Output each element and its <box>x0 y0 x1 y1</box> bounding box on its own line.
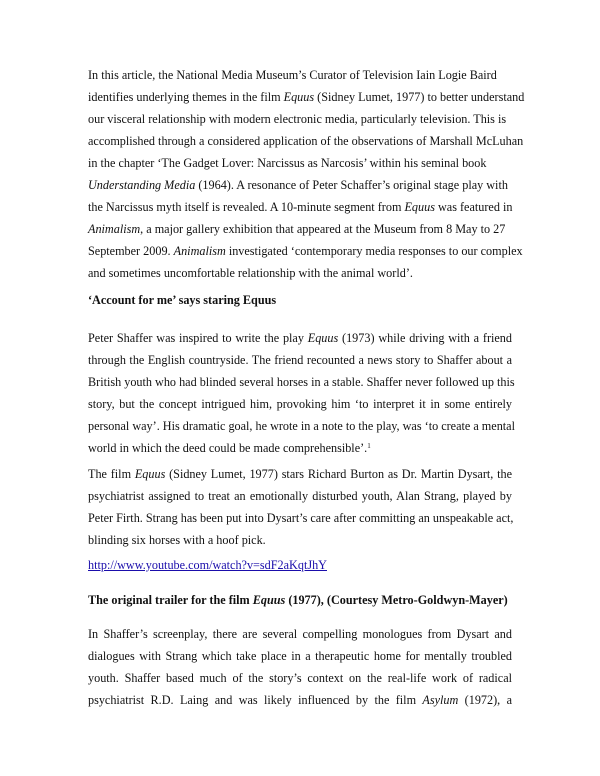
text-line: Understanding Media (1964). A resonance of Peter Schaffer’s original stage play with <box>88 178 508 192</box>
footnote-marker[interactable]: 1 <box>367 442 371 450</box>
intro-paragraph <box>88 64 525 284</box>
text-line: world in which the deed could be made comprehensible’.$^1$ <box>88 441 371 455</box>
body-paragraph <box>88 327 515 459</box>
text-line: accomplished through a considered application of the observations of Marshall McLuhan <box>88 134 524 148</box>
text-line: our visceral relationship with modern electronic media, particularly television. This is <box>88 112 507 126</box>
text-line: psychiatrist assigned to treat an emotionally disturbed youth, Alan Strang, played by <box>88 489 512 503</box>
text-line: Animalism, a major gallery exhibition that appeared at the Museum from 8 May to 27 <box>88 222 506 236</box>
text-line: in the chapter ‘The Gadget Lover: Narcissus as Narcosis’ within his seminal book <box>88 156 487 170</box>
text-line: youth. Shaffer based much of the story’s context on the real-life work of radical <box>88 671 512 685</box>
text-line: through the English countryside. The friend recounted a news story to Shaffer about a <box>88 353 512 367</box>
text-line: the Narcissus myth itself is revealed. A 10-minute segment from Equus was featured in <box>88 200 513 214</box>
text-line: dialogues with Strang which take place in a therapeutic home for mentally troubled <box>88 649 512 663</box>
body-paragraph <box>88 623 512 711</box>
text-line: In Shaffer’s screenplay, there are several compelling monologues from Dysart and <box>88 627 512 641</box>
text-line: identifies underlying themes in the film Equus (Sidney Lumet, 1977) to better understand <box>88 90 525 104</box>
text-line: psychiatrist R.D. Laing and was likely influenced by the film Asylum (1972), a <box>88 693 512 707</box>
text-line: personal way’. His dramatic goal, he wrote in a note to the play, was ‘to create a mental <box>88 419 515 433</box>
text-line: Peter Firth. Strang has been put into Dysart’s care after committing an unspeakable act, <box>88 511 514 525</box>
text-line: blinding six horses with a hoof pick. <box>88 533 266 547</box>
section-heading: ‘Account for me’ says staring Equus <box>88 293 277 307</box>
text-line: British youth who had blinded several horses in a stable. Shaffer never followed up this <box>88 375 515 389</box>
text-line: September 2009. Animalism investigated ‘contemporary media responses to our complex <box>88 244 523 258</box>
body-paragraph <box>88 463 512 551</box>
trailer-heading: The original trailer for the film Equus (1977), (Courtesy Metro-Goldwyn-Mayer) <box>88 593 508 607</box>
text-line: The film Equus (Sidney Lumet, 1977) stars Richard Burton as Dr. Martin Dysart, the <box>88 467 512 481</box>
text-line: and sometimes uncomfortable relationship with the animal world’. <box>88 266 413 280</box>
youtube-link[interactable]: http://www.youtube.com/watch?v=sdF2aKqtJhY <box>88 558 327 572</box>
text-line: In this article, the National Media Museum’s Curator of Television Iain Logie Baird <box>88 68 497 82</box>
text-line: Peter Shaffer was inspired to write the play Equus (1973) while driving with a friend <box>88 331 512 345</box>
text-line: story, but the concept intrigued him, provoking him ‘to interpret it in some entirely <box>88 397 512 411</box>
